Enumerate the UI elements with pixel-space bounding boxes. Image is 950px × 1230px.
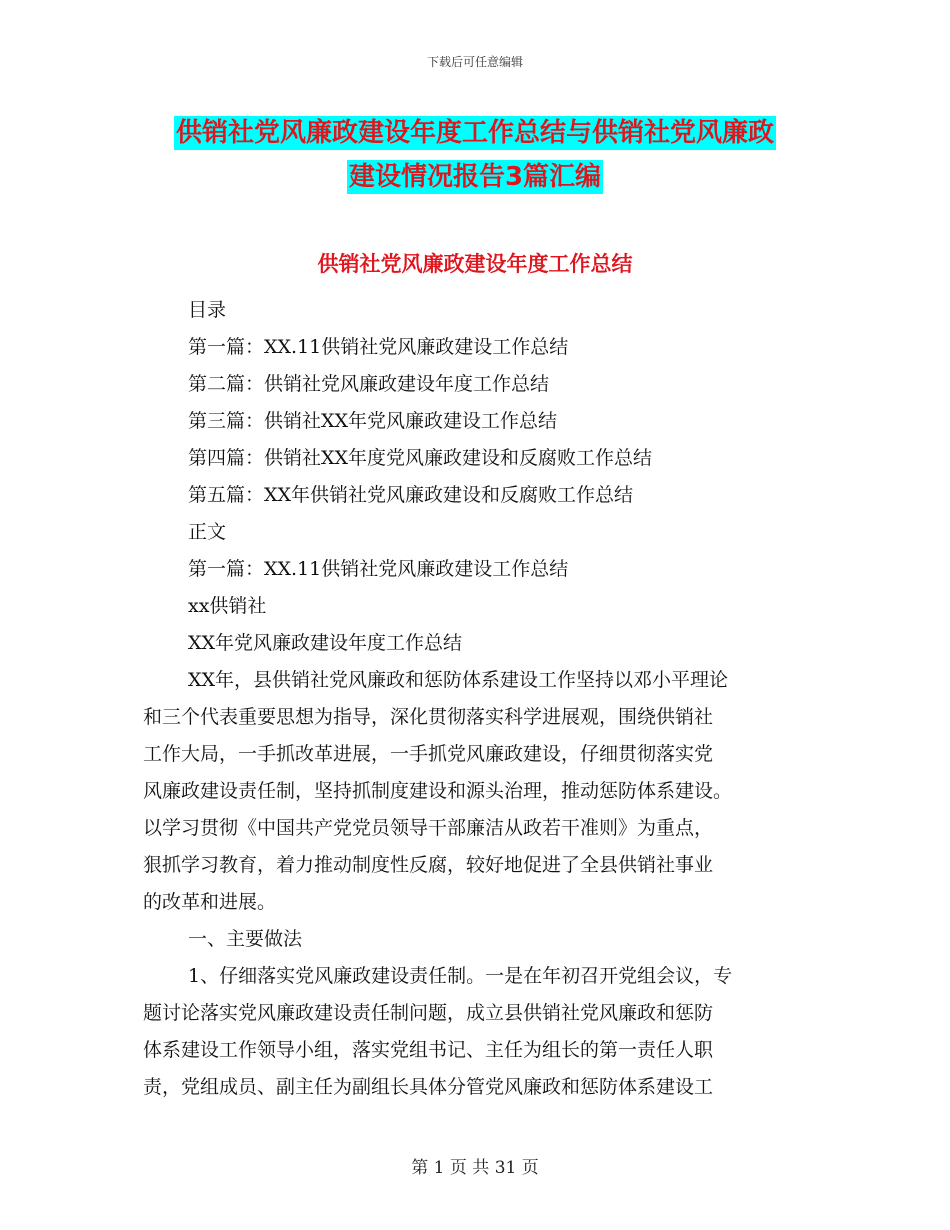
paragraph-line: 责，党组成员、副主任为副组长具体分管党风廉政和惩防体系建设工: [143, 1076, 714, 1098]
organization-name: xx供销社: [188, 595, 267, 617]
paragraph-line: XX年，县供销社党风廉政和惩防体系建设工作坚持以邓小平理论: [188, 669, 729, 691]
toc-item: 第三篇：供销社XX年党风廉政建设工作总结: [188, 410, 558, 432]
paragraph-line: 以学习贯彻《中国共产党党员领导干部廉洁从政若干准则》为重点，: [143, 817, 714, 839]
section-title: 供销社党风廉政建设年度工作总结: [317, 252, 633, 276]
paragraph-line: 狠抓学习教育，着力推动制度性反腐，较好地促进了全县供销社事业: [143, 854, 714, 876]
paragraph-line: 风廉政建设责任制，坚持抓制度建设和源头治理，推动惩防体系建设。: [143, 780, 733, 802]
toc-item: 第四篇：供销社XX年度党风廉政建设和反腐败工作总结: [188, 447, 653, 469]
report-title: XX年党风廉政建设年度工作总结: [188, 632, 463, 654]
paragraph-line: 工作大局，一手抓改革进展，一手抓党风廉政建设，仔细贯彻落实党: [143, 743, 714, 765]
toc-item: 第一篇：XX.11供销社党风廉政建设工作总结: [188, 336, 569, 358]
paragraph-line: 1、仔细落实党风廉政建设责任制。一是在年初召开党组会议，专: [188, 965, 733, 987]
toc-item: 第五篇：XX年供销社党风廉政建设和反腐败工作总结: [188, 484, 634, 506]
paragraph-line: 体系建设工作领导小组，落实党组书记、主任为组长的第一责任人职: [143, 1039, 714, 1061]
page-number: 第 1 页 共 31 页: [411, 1158, 539, 1178]
document-body: [143, 292, 823, 1106]
paragraph-line: 题讨论落实党风廉政建设责任制问题，成立县供销社党风廉政和惩防: [143, 1002, 714, 1024]
body-heading: 正文: [188, 521, 227, 543]
toc-heading: 目录: [188, 299, 227, 321]
document-title-line-2: [0, 156, 950, 193]
header-note: 下载后可任意编辑: [426, 55, 523, 69]
paragraph-line: 和三个代表重要思想为指导，深化贯彻落实科学进展观，围绕供销社: [143, 706, 714, 728]
document-title-line-1: [0, 112, 950, 149]
toc-item: 第二篇：供销社党风廉政建设年度工作总结: [188, 373, 550, 395]
section-heading: 一、主要做法: [188, 928, 303, 950]
article-title: 第一篇：XX.11供销社党风廉政建设工作总结: [188, 558, 569, 580]
paragraph-line: 的改革和进展。: [143, 891, 277, 913]
title-highlight: 建设情况报告3篇汇编: [348, 162, 602, 192]
title-highlight: 供销社党风廉政建设年度工作总结与供销社党风廉政: [175, 118, 774, 148]
